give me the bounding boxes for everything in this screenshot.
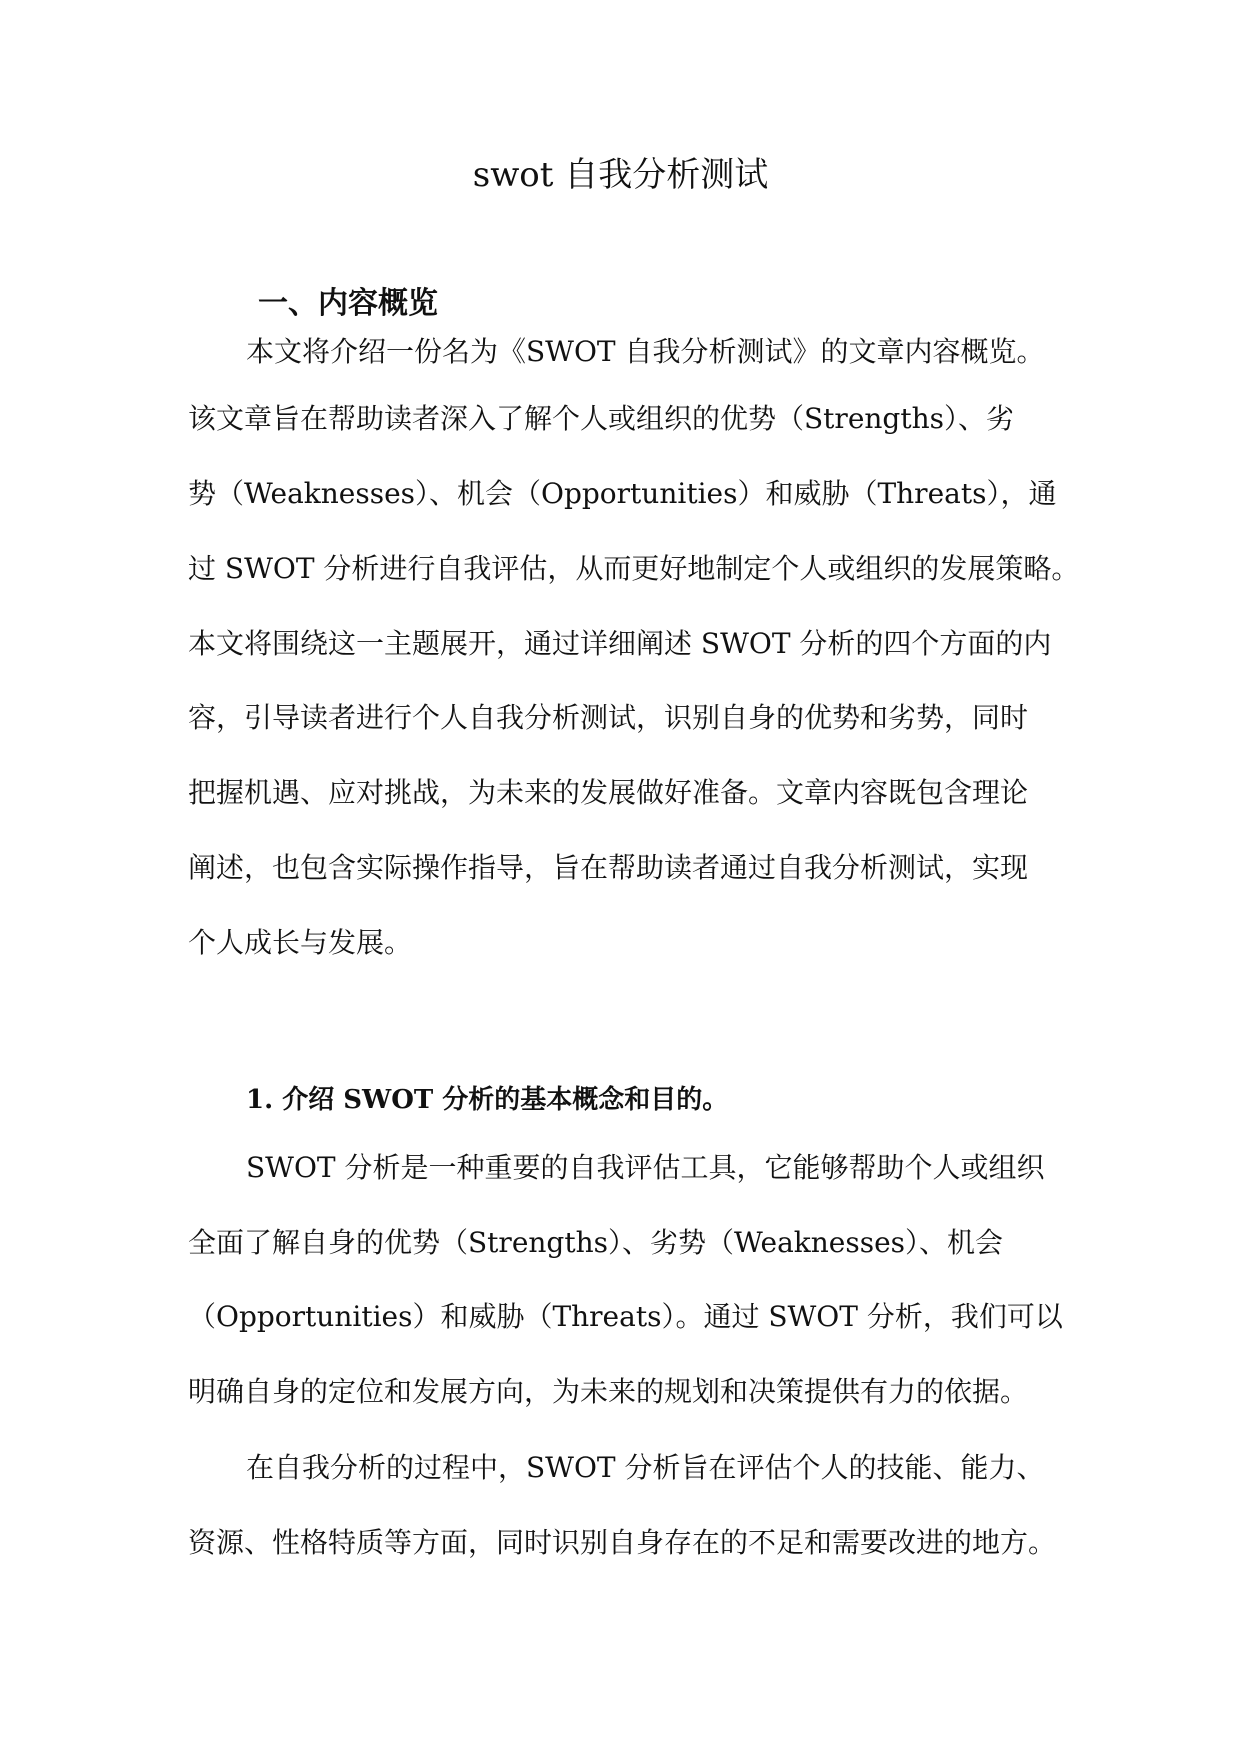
paragraph-line: 过 SWOT 分析进行自我评估，从而更好地制定个人或组织的发展策略。 [188,552,1080,585]
paragraph-line: 本文将介绍一份名为《SWOT 自我分析测试》的文章内容概览。 [246,335,1045,368]
section-heading-overview: 一、内容概览 [258,286,438,321]
paragraph-line: 势（Weaknesses）、机会（Opportunities）和威胁（Threats），通 [188,477,1057,510]
paragraph-line: 本文将围绕这一主题展开，通过详细阐述 SWOT 分析的四个方面的内 [188,627,1052,660]
paragraph-line: 全面了解自身的优势（Strengths）、劣势（Weaknesses）、机会 [188,1226,1004,1259]
paragraph-line: 明确自身的定位和发展方向，为未来的规划和决策提供有力的依据。 [188,1375,1029,1408]
paragraph-line: 把握机遇、应对挑战，为未来的发展做好准备。文章内容既包含理论 [188,776,1029,809]
paragraph-line: 个人成长与发展。 [188,926,413,959]
document-title: swot 自我分析测试 [472,155,769,195]
subsection-heading-swot-concept: 1. 介绍 SWOT 分析的基本概念和目的。 [246,1085,729,1115]
paragraph-line: （Opportunities）和威胁（Threats）。通过 SWOT 分析，我们可以 [188,1300,1063,1333]
paragraph-line: 容，引导读者进行个人自我分析测试，识别自身的优势和劣势，同时 [188,701,1029,734]
paragraph-line: SWOT 分析是一种重要的自我评估工具，它能够帮助个人或组织 [246,1151,1045,1184]
paragraph-line: 资源、性格特质等方面，同时识别自身存在的不足和需要改进的地方。 [188,1526,1057,1559]
paragraph-line: 阐述，也包含实际操作指导，旨在帮助读者通过自我分析测试，实现 [188,851,1029,884]
paragraph-line: 该文章旨在帮助读者深入了解个人或组织的优势（Strengths）、劣 [188,402,1015,435]
paragraph-line: 在自我分析的过程中，SWOT 分析旨在评估个人的技能、能力、 [246,1451,1045,1484]
